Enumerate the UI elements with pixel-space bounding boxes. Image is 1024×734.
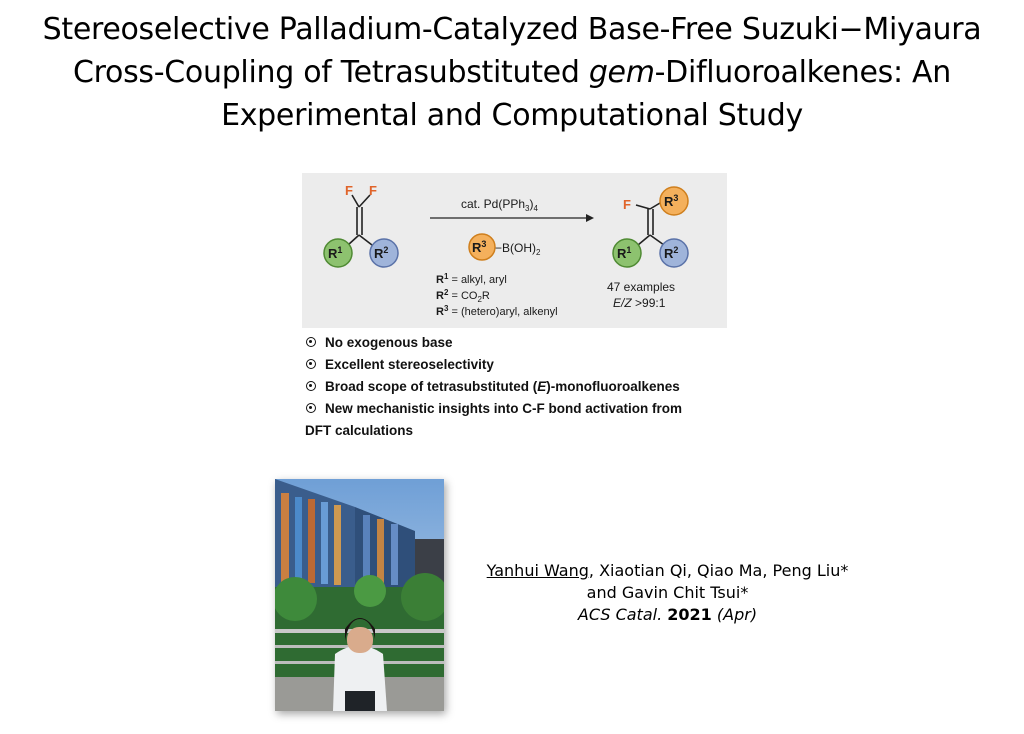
highlight-item: New mechanistic insights into C-F bond activation from DFT calculations xyxy=(305,401,683,438)
r2-definition: $R^2 = CO_2R$ xyxy=(436,288,490,304)
bullet-icon xyxy=(306,403,316,413)
reaction-scheme xyxy=(302,173,727,328)
first-author: Yanhui Wang xyxy=(486,561,589,580)
highlight-item: No exogenous base xyxy=(305,332,735,354)
r3-label: $R^3$ xyxy=(664,193,679,209)
catalyst-label: cat. $Pd(PPh_3)_4$ xyxy=(461,197,538,213)
author-line-1: Yanhui Wang, Xiaotian Qi, Qiao Ma, Peng Liu* xyxy=(486,561,849,580)
title-line-2: Cross-Coupling of Tetrasubstituted gem-Difluoroalkenes: An xyxy=(73,55,951,90)
reaction-conditions xyxy=(430,197,594,318)
bullet-icon xyxy=(306,337,316,347)
r2-label: $R^2$ xyxy=(374,245,389,261)
bullet-icon xyxy=(306,381,316,391)
ez-ratio: E/Z >99:1 xyxy=(613,296,666,310)
product xyxy=(607,187,688,310)
bullet-icon xyxy=(306,359,316,369)
title-line-1: Stereoselective Palladium-Catalyzed Base-Free Suzuki−Miyaura xyxy=(42,12,982,47)
fluorine-label: F xyxy=(345,183,353,198)
r2-label: $R^2$ xyxy=(664,245,679,261)
highlight-item: Excellent stereoselectivity xyxy=(305,354,735,376)
title-line-3: Experimental and Computational Study xyxy=(221,98,803,133)
fluorine-label: F xyxy=(623,197,631,212)
author-photo xyxy=(275,479,444,711)
r1-label: $R^1$ xyxy=(328,245,343,261)
boronic-acid-label: $-B(OH)_2$ xyxy=(495,241,541,257)
r3-label: $R^3$ xyxy=(472,239,487,255)
slide-title xyxy=(0,8,1024,137)
r1-label: $R^1$ xyxy=(617,245,632,261)
r3-definition: $R^3$ = (hetero)aryl, alkenyl xyxy=(436,304,558,318)
highlight-item: Broad scope of tetrasubstituted (E)-monofluoroalkenes xyxy=(305,376,735,398)
r1-definition: $R^1$ = alkyl, aryl xyxy=(436,272,507,286)
fluorine-label: F xyxy=(369,183,377,198)
starting-material xyxy=(324,183,398,267)
author-line-2: and Gavin Chit Tsui* xyxy=(586,583,749,602)
examples-count: 47 examples xyxy=(607,280,676,294)
citation xyxy=(455,560,880,626)
highlights-list xyxy=(305,332,735,442)
journal-line: ACS Catal. 2021 (Apr) xyxy=(577,605,758,624)
